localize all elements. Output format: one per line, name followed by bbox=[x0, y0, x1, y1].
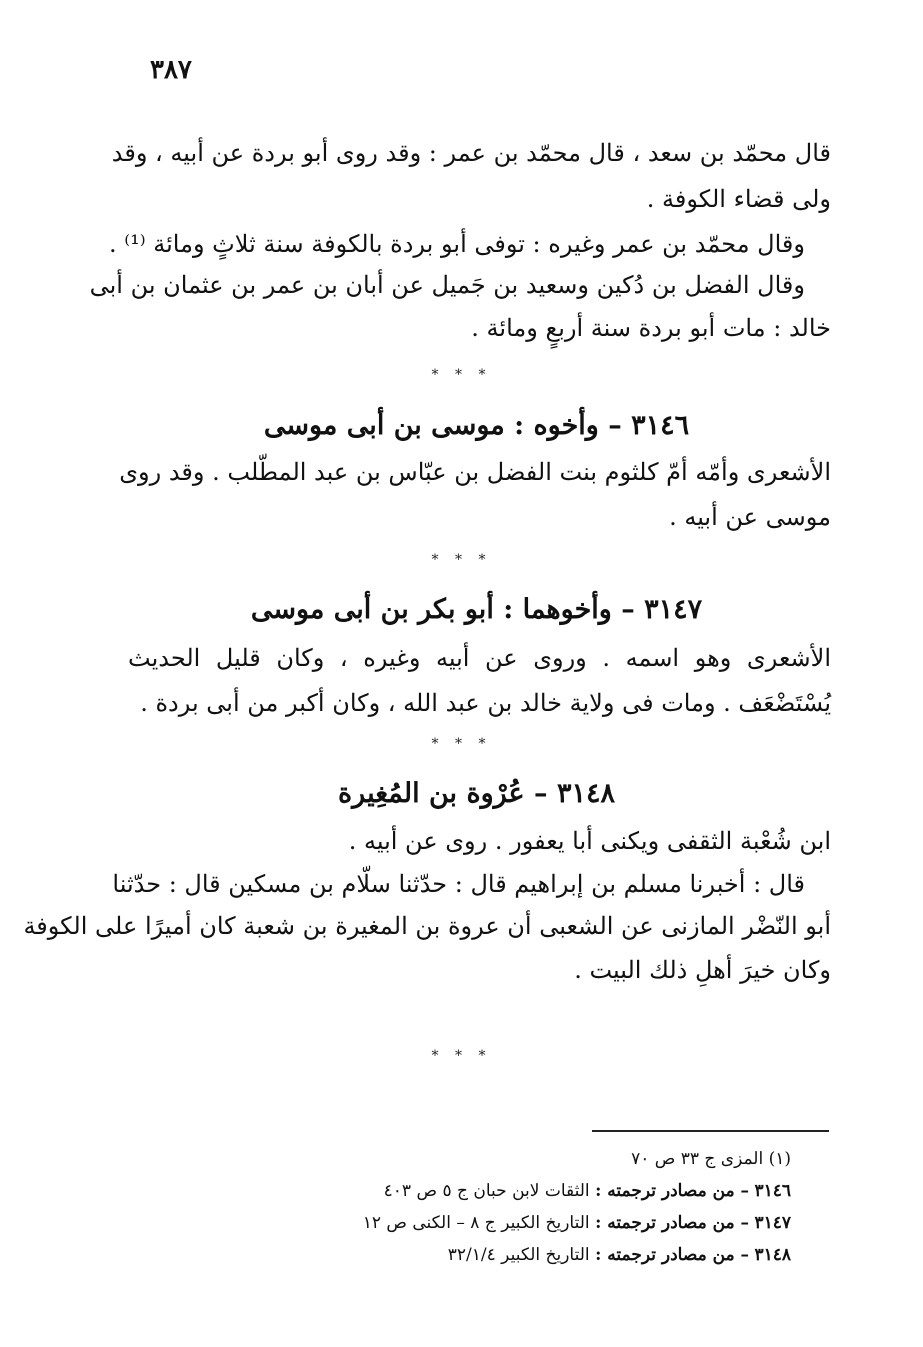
source-text: التاريخ الكبير ٣٢/١/٤ bbox=[447, 1245, 590, 1265]
footnote-source-3148 bbox=[250, 1242, 791, 1268]
page-number: ٣٨٧ bbox=[150, 55, 192, 85]
source-entry-number: ٣١٤٦ bbox=[754, 1181, 791, 1201]
entry-heading-3147: ٣١٤٧ – وأخوهما : أبو بكر بن أبى موسى bbox=[250, 594, 703, 625]
entry-line: وكان خيرَ أهلِ ذلك البيت . bbox=[574, 956, 831, 984]
source-entry-number: ٣١٤٨ bbox=[754, 1245, 791, 1265]
source-label: – من مصادر ترجمته : bbox=[595, 1213, 750, 1233]
intro-line: ولى قضاء الكوفة . bbox=[646, 185, 831, 213]
footnote-rule bbox=[592, 1130, 829, 1132]
intro-line: وقال الفضل بن دُكين وسعيد بن جَميل عن أبان بن عمر بن عثمان بن أبى bbox=[89, 271, 805, 299]
section-separator: * * * bbox=[431, 736, 492, 752]
footnote-source-3146 bbox=[250, 1178, 791, 1204]
entry-heading-3146: ٣١٤٦ – وأخوه : موسى بن أبى موسى bbox=[263, 410, 690, 441]
entry-line: موسى عن أبيه . bbox=[669, 503, 831, 531]
footnote-source-3147 bbox=[250, 1210, 791, 1236]
entry-line: الأشعرى وأمّه أمّ كلثوم بنت الفضل بن عبّاس بن عبد المطّلب . وقد روى bbox=[119, 458, 831, 486]
section-separator: * * * bbox=[431, 552, 492, 568]
source-label: – من مصادر ترجمته : bbox=[595, 1181, 750, 1201]
source-label: – من مصادر ترجمته : bbox=[595, 1245, 750, 1265]
entry-heading-3148: ٣١٤٨ – عُرْوة بن المُغِيرة bbox=[338, 778, 615, 809]
section-separator: * * * bbox=[431, 1048, 492, 1064]
intro-line: خالد : مات أبو بردة سنة أربعٍ ومائة . bbox=[471, 314, 831, 342]
section-separator: * * * bbox=[431, 367, 492, 383]
entry-line: يُسْتَضْعَف . ومات فى ولاية خالد بن عبد الله ، وكان أكبر من أبى بردة . bbox=[140, 689, 831, 717]
intro-line: قال محمّد بن سعد ، قال محمّد بن عمر : وقد روى أبو بردة عن أبيه ، وقد bbox=[111, 139, 831, 167]
entry-line: ابن شُعْبة الثقفى ويكنى أبا يعفور . روى عن أبيه . bbox=[348, 827, 831, 855]
intro-line: وقال محمّد بن عمر وغيره : توفى أبو بردة بالكوفة سنة ثلاثٍ ومائة ⁽¹⁾ . bbox=[108, 230, 805, 258]
entry-line: قال : أخبرنا مسلم بن إبراهيم قال : حدّثنا سلّام بن مسكين قال : حدّثنا bbox=[112, 870, 805, 898]
source-text: التاريخ الكبير ج ٨ – الكنى ص ١٢ bbox=[362, 1213, 590, 1233]
footnote-note-1: (١) المزى ج ٣٣ ص ٧٠ bbox=[631, 1149, 791, 1169]
source-text: الثقات لابن حبان ج ٥ ص ٤٠٣ bbox=[383, 1181, 590, 1201]
source-entry-number: ٣١٤٧ bbox=[754, 1213, 791, 1233]
entry-line: أبو النّضْر المازنى عن الشعبى أن عروة بن المغيرة بن شعبة كان أميرًا على الكوفة bbox=[23, 912, 831, 940]
entry-line: الأشعرى وهو اسمه . وروى عن أبيه وغيره ، وكان قليل الحديث bbox=[128, 644, 831, 672]
